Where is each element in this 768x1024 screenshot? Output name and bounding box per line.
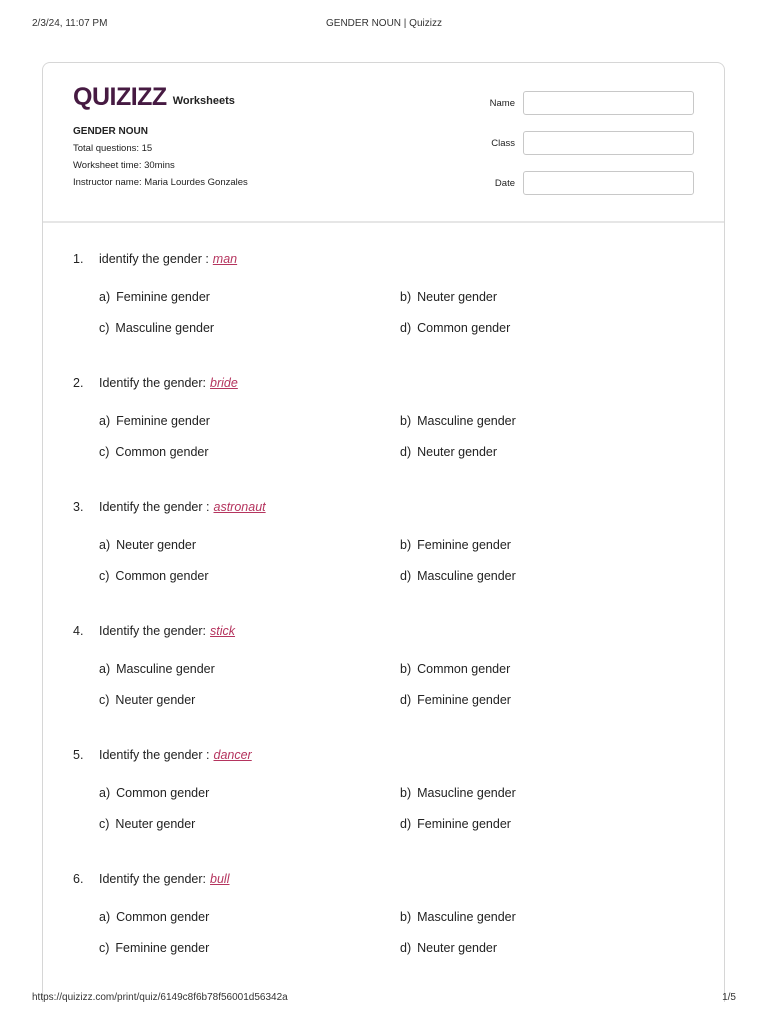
answer-option[interactable] — [400, 938, 660, 958]
print-footer — [32, 992, 736, 1006]
question-prompt: identify the gender : — [99, 252, 209, 266]
worksheet-time: Worksheet time: 30mins — [73, 160, 175, 171]
answer-option[interactable] — [400, 690, 660, 710]
option-key: c) — [99, 569, 110, 583]
option-text: Neuter gender — [417, 290, 498, 304]
logo-subtitle: Worksheets — [172, 95, 235, 107]
answer-option[interactable] — [99, 659, 400, 679]
class-field[interactable] — [523, 131, 694, 155]
option-key: b) — [400, 414, 412, 428]
option-key: c) — [99, 445, 110, 459]
option-text: Neuter gender — [417, 941, 498, 955]
answer-option[interactable] — [99, 535, 400, 555]
answer-option[interactable] — [99, 318, 400, 338]
question-number: 1. — [73, 252, 84, 266]
answer-option[interactable] — [400, 659, 660, 679]
question-target-word: astronaut — [213, 500, 266, 514]
worksheet-meta — [73, 126, 248, 194]
answer-option[interactable] — [99, 814, 400, 834]
print-title: GENDER NOUN | Quizizz — [326, 18, 442, 29]
question-number: 5. — [73, 748, 84, 762]
answer-options — [99, 783, 694, 834]
answer-options — [99, 287, 694, 338]
question-number: 2. — [73, 376, 84, 390]
answer-options — [99, 659, 694, 710]
question-1 — [73, 249, 694, 373]
option-key: d) — [400, 445, 412, 459]
answer-option[interactable] — [99, 411, 400, 431]
option-key: d) — [400, 321, 412, 335]
class-row — [474, 131, 694, 155]
option-text: Common gender — [417, 321, 511, 335]
option-text: Feminine gender — [417, 538, 511, 552]
worksheet-sheet — [42, 62, 725, 1002]
option-text: Masculine gender — [116, 662, 215, 676]
question-number: 4. — [73, 624, 84, 638]
option-key: b) — [400, 910, 412, 924]
name-field[interactable] — [523, 91, 694, 115]
option-key: a) — [99, 414, 111, 428]
option-text: Common gender — [417, 662, 511, 676]
answer-options — [99, 907, 694, 958]
option-text: Feminine gender — [116, 414, 210, 428]
option-text: Feminine gender — [417, 693, 511, 707]
answer-option[interactable] — [400, 814, 660, 834]
name-label: Name — [489, 97, 515, 109]
option-key: c) — [99, 693, 110, 707]
option-text: Masculine gender — [417, 414, 516, 428]
option-text: Common gender — [115, 445, 209, 459]
option-key: a) — [99, 662, 111, 676]
print-date: 2/3/24, 11:07 PM — [32, 18, 108, 29]
quizizz-logo — [73, 85, 235, 110]
option-text: Common gender — [116, 910, 210, 924]
question-list — [73, 249, 694, 993]
class-label: Class — [491, 137, 515, 149]
option-key: a) — [99, 786, 111, 800]
option-key: a) — [99, 538, 111, 552]
answer-option[interactable] — [400, 907, 660, 927]
option-key: c) — [99, 941, 110, 955]
answer-options — [99, 535, 694, 586]
question-target-word: bull — [210, 872, 230, 886]
option-text: Feminine gender — [115, 941, 210, 955]
answer-option[interactable] — [99, 907, 400, 927]
answer-option[interactable] — [400, 318, 660, 338]
option-text: Common gender — [116, 786, 210, 800]
question-prompt: Identify the gender: — [99, 376, 207, 390]
question-target-word: man — [212, 252, 238, 266]
option-key: c) — [99, 817, 110, 831]
logo-wordmark: QUIZIZZ — [73, 83, 167, 111]
option-key: c) — [99, 321, 110, 335]
answer-option[interactable] — [400, 566, 660, 586]
option-text: Neuter gender — [115, 693, 196, 707]
name-row — [474, 91, 694, 115]
question-prompt: Identify the gender: — [99, 872, 207, 886]
question-prompt: Identify the gender : — [99, 748, 210, 762]
print-header — [32, 18, 736, 32]
question-4 — [73, 621, 694, 745]
answer-option[interactable] — [400, 783, 660, 803]
page-number: 1/5 — [722, 992, 736, 1003]
answer-option[interactable] — [99, 783, 400, 803]
option-text: Masculine gender — [417, 569, 516, 583]
option-text: Neuter gender — [116, 538, 197, 552]
option-key: d) — [400, 941, 412, 955]
option-key: a) — [99, 910, 111, 924]
option-key: b) — [400, 662, 412, 676]
answer-option[interactable] — [400, 411, 660, 431]
question-3 — [73, 497, 694, 621]
worksheet-title: GENDER NOUN — [73, 126, 149, 137]
answer-option[interactable] — [400, 535, 660, 555]
option-text: Masucline gender — [417, 786, 516, 800]
option-key: d) — [400, 693, 412, 707]
question-target-word: bride — [210, 376, 238, 390]
question-target-word: dancer — [213, 748, 252, 762]
date-label: Date — [494, 177, 515, 189]
answer-option[interactable] — [400, 287, 660, 307]
answer-option[interactable] — [99, 442, 400, 462]
answer-option[interactable] — [99, 938, 400, 958]
question-number: 6. — [73, 872, 84, 886]
question-prompt: Identify the gender : — [99, 500, 210, 514]
answer-options — [99, 411, 694, 462]
print-url: https://quizizz.com/print/quiz/6149c8f6b78f56001d56342a — [32, 992, 288, 1003]
option-key: a) — [99, 290, 111, 304]
option-key: b) — [400, 786, 412, 800]
option-text: Feminine gender — [417, 817, 511, 831]
worksheet-header-card — [43, 63, 724, 223]
option-text: Neuter gender — [417, 445, 498, 459]
question-2 — [73, 373, 694, 497]
question-target-word: stick — [210, 624, 236, 638]
total-questions: Total questions: 15 — [73, 143, 153, 154]
answer-option[interactable] — [99, 566, 400, 586]
option-text: Feminine gender — [116, 290, 210, 304]
option-text: Masculine gender — [115, 321, 215, 335]
option-key: b) — [400, 290, 412, 304]
question-prompt: Identify the gender: — [99, 624, 207, 638]
option-key: d) — [400, 569, 412, 583]
answer-option[interactable] — [99, 287, 400, 307]
answer-option[interactable] — [400, 442, 660, 462]
option-key: b) — [400, 538, 412, 552]
date-field[interactable] — [523, 171, 694, 195]
question-5 — [73, 745, 694, 869]
option-key: d) — [400, 817, 412, 831]
option-text: Common gender — [115, 569, 209, 583]
date-row — [474, 171, 694, 195]
instructor-name: Instructor name: Maria Lourdes Gonzales — [73, 177, 248, 188]
student-fields — [474, 91, 694, 211]
option-text: Masculine gender — [417, 910, 516, 924]
question-number: 3. — [73, 500, 84, 514]
question-6 — [73, 869, 694, 993]
option-text: Neuter gender — [115, 817, 196, 831]
answer-option[interactable] — [99, 690, 400, 710]
